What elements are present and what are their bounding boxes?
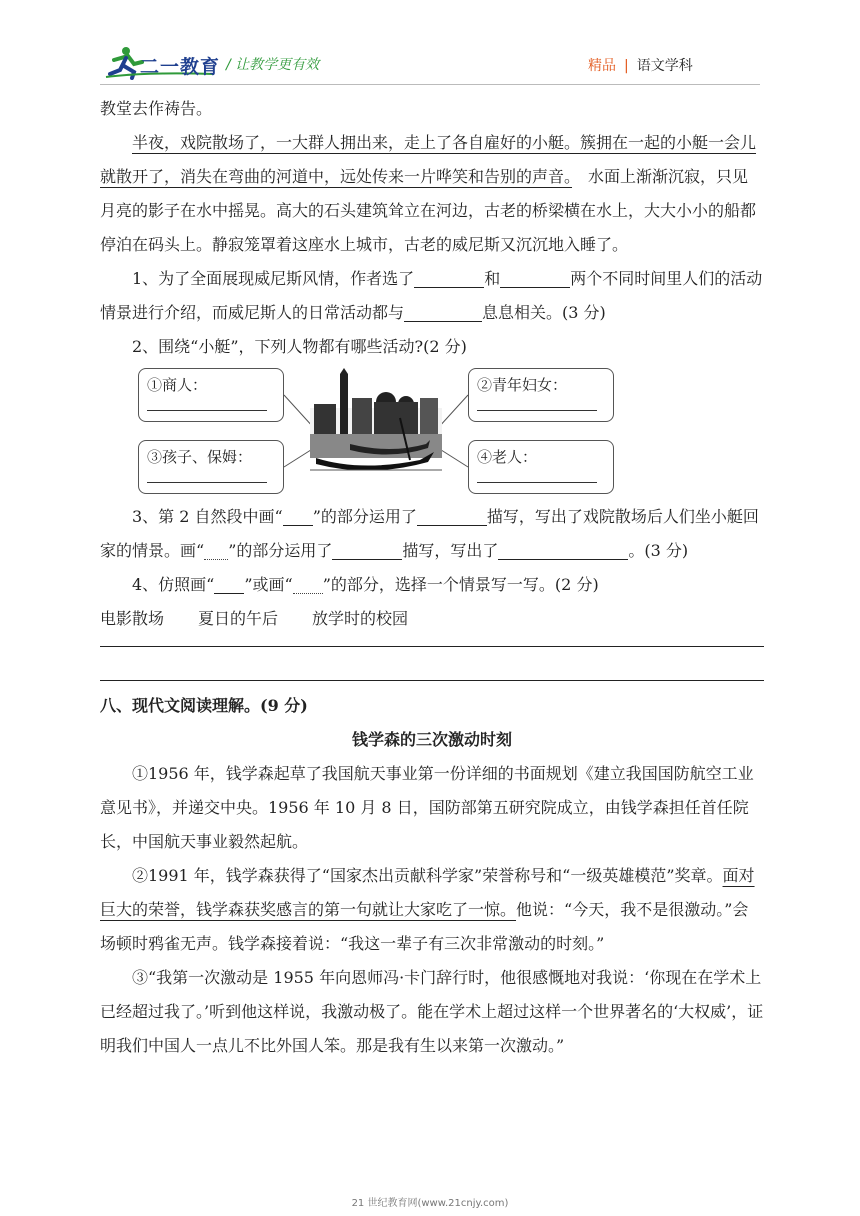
answer-blank[interactable] bbox=[332, 541, 402, 560]
article-paragraph-3: ③“我第一次激动是 1955 年向恩师冯·卡门辞行时，他很感慨地对我说：‘你现在在学术上已经超过我了。’听到他这样说，我激动极了。能在学术上超过这样一个世界著名的‘大权威’，证明我们中国人一点儿不比外国人笨。那是我有生以来第一次激动。” bbox=[100, 968, 764, 1055]
answer-blank[interactable] bbox=[500, 269, 570, 288]
q3-text-a: 3、第 2 自然段中画“ bbox=[132, 507, 283, 526]
passage-line-top: 教堂去作祷告。 bbox=[100, 99, 213, 118]
p2-underlined: 面对巨大的荣誉，钱学森获奖感言的第一句就让大家吃了一惊。 bbox=[100, 866, 755, 919]
answer-blank[interactable] bbox=[404, 303, 482, 322]
scene-option: 夏日的午后 bbox=[198, 609, 279, 628]
article-title: 钱学森的三次激动时刻 bbox=[351, 730, 512, 749]
box-label: ②青年妇女： bbox=[477, 376, 568, 394]
q1-text-a: 1、为了全面展现威尼斯风情，作者选了 bbox=[132, 269, 415, 288]
scene-options bbox=[100, 602, 764, 636]
page-header bbox=[0, 0, 860, 90]
scene-option: 放学时的校园 bbox=[312, 609, 409, 628]
slogan: / 让教学更有效 bbox=[226, 57, 320, 73]
question-2: 2、围绕“小艇”，下列人物都有哪些活动?(2 分) bbox=[132, 337, 467, 356]
wavy-underline-sample bbox=[293, 575, 323, 594]
underline-sample bbox=[214, 575, 244, 594]
q3-text-f: 。(3 分) bbox=[628, 541, 689, 560]
q1-text-d: 息息相关。(3 分) bbox=[482, 303, 606, 322]
wavy-part: 水面上渐渐沉寂，只见月亮的影子在水中摇晃。高大的石头建筑耸立在河边，古老的桥梁横在水上，大大小小的船都停泊在码头上。静寂笼罩着这座水上城市，古老的威尼斯又沉沉地入睡了。 bbox=[100, 167, 757, 254]
question-3 bbox=[100, 500, 764, 568]
answer-blank[interactable] bbox=[417, 507, 487, 526]
answer-blank[interactable] bbox=[498, 541, 628, 560]
venice-gondola-icon bbox=[310, 368, 442, 478]
page-footer: 21 世纪教育网(www.21cnjy.com) bbox=[351, 1198, 509, 1209]
gondola-diagram bbox=[138, 368, 618, 498]
q4-text-b: ”或画“ bbox=[244, 575, 293, 594]
question-4 bbox=[100, 568, 764, 602]
q3-text-d: ”的部分运用了 bbox=[228, 541, 333, 560]
tag-separator: | bbox=[624, 58, 629, 74]
wavy-underline-sample bbox=[204, 541, 228, 560]
tag-premium: 精品 bbox=[588, 58, 616, 74]
header-tags bbox=[588, 55, 693, 75]
q4-text-a: 4、仿照画“ bbox=[132, 575, 215, 594]
article-paragraph-2 bbox=[100, 859, 764, 961]
passage-paragraph bbox=[100, 126, 764, 262]
document-body bbox=[100, 92, 764, 1063]
q3-text-c: 描写，写出了戏院散场后人们坐小艇回家的情景。画“ bbox=[100, 507, 759, 560]
box-label: ③孩子、保姆： bbox=[147, 448, 253, 466]
header-divider bbox=[100, 84, 760, 85]
logo-text: 二一教育 bbox=[140, 56, 221, 78]
q1-text-c: 两个不同时间里人们的活动情景进行介绍，而威尼斯人的日常活动都与 bbox=[100, 269, 763, 322]
p2-text-a: ②1991 年，钱学森获得了“国家杰出贡献科学家”荣誉称号和“一级英雄模范”奖章。 bbox=[132, 866, 723, 885]
question-1 bbox=[100, 262, 764, 330]
section-8-title: 八、现代文阅读理解。(9 分) bbox=[100, 696, 308, 715]
box-label: ④老人： bbox=[477, 448, 538, 466]
scene-option: 电影散场 bbox=[100, 609, 165, 628]
p2-text-b: 他说：“今天，我不是很激动。”会场顿时鸦雀无声。钱学森接着说：“我这一辈子有三次非常激动的时刻。” bbox=[100, 900, 749, 953]
underline-sample bbox=[283, 507, 313, 526]
q3-text-b: ”的部分运用了 bbox=[312, 507, 417, 526]
q1-text-b: 和 bbox=[484, 269, 501, 288]
q4-text-c: ”的部分，选择一个情景写一写。(2 分) bbox=[322, 575, 599, 594]
answer-blank[interactable] bbox=[414, 269, 484, 288]
article-paragraph-1: ①1956 年，钱学森起草了我国航天事业第一份详细的书面规划《建立我国国防航空工业意见书》，并递交中央。1956 年 10 月 8 日，国防部第五研究院成立，由钱学森担任首任院长，中国航天事业毅然起航。 bbox=[100, 764, 754, 851]
q3-text-e: 描写，写出了 bbox=[402, 541, 499, 560]
tag-subject: 语文学科 bbox=[636, 58, 693, 74]
underlined-sentence: 半夜，戏院散场了，一大群人拥出来，走上了各自雇好的小艇。簇拥在一起的小艇一会儿就散开了，消失在弯曲的河道中，远处传来一片哗笑和告别的声音。 bbox=[100, 133, 757, 186]
box-label: ①商人： bbox=[147, 376, 208, 394]
